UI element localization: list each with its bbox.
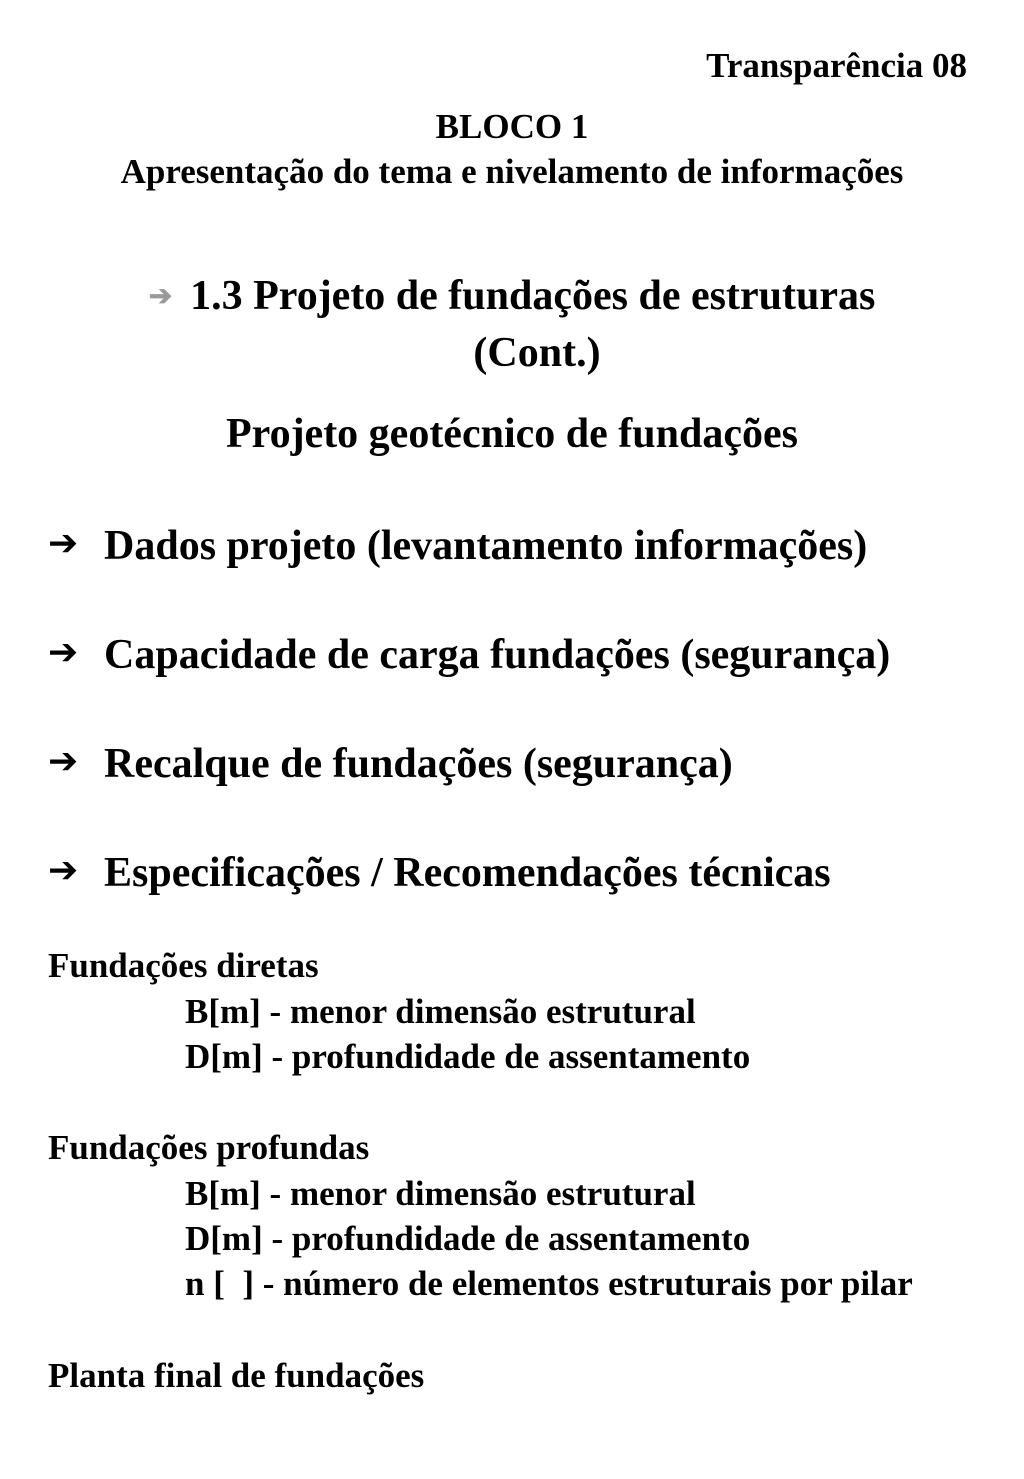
arrow-right-icon: ➔: [48, 850, 79, 891]
transparency-number: Transparência 08: [706, 46, 967, 85]
bullet-text: Capacidade de carga fundações (segurança): [104, 632, 891, 678]
block-subtitle: Apresentação do tema e nivelamento de informações: [120, 152, 904, 191]
bullet-item: [48, 516, 867, 574]
deep-foundations-label: Fundações profundas: [48, 1128, 370, 1167]
bullet-item: [48, 734, 733, 792]
arrow-right-icon: ➔: [48, 741, 79, 782]
bullet-text: Recalque de fundações (segurança): [104, 741, 733, 787]
direct-foundations-label: Fundações diretas: [48, 946, 319, 985]
deep-foundations-item: n [ ] - número de elementos estruturais por pilar: [185, 1264, 913, 1303]
direct-foundations-item: D[m] - profundidade de assentamento: [185, 1037, 751, 1076]
section-title-continuation: (Cont.): [473, 330, 601, 376]
bullet-item: [48, 843, 831, 901]
deep-foundations-item: D[m] - profundidade de assentamento: [185, 1219, 751, 1258]
section-title-text: 1.3 Projeto de fundações de estruturas: [190, 273, 876, 319]
arrow-right-icon: ➔: [148, 281, 173, 312]
final-plan-label: Planta final de fundações: [48, 1356, 425, 1395]
section-title: [0, 268, 1024, 325]
direct-foundations-item: B[m] - menor dimensão estrutural: [185, 992, 696, 1031]
block-title: BLOCO 1: [435, 107, 589, 146]
bullet-text: Dados projeto (levantamento informações): [104, 523, 868, 569]
bullet-item: [48, 625, 890, 683]
deep-foundations-item: B[m] - menor dimensão estrutural: [185, 1174, 696, 1213]
arrow-right-icon: ➔: [48, 632, 79, 673]
arrow-right-icon: ➔: [48, 523, 79, 564]
bullet-text: Especificações / Recomendações técnicas: [104, 850, 831, 896]
geotechnical-design-heading: Projeto geotécnico de fundações: [226, 411, 798, 457]
